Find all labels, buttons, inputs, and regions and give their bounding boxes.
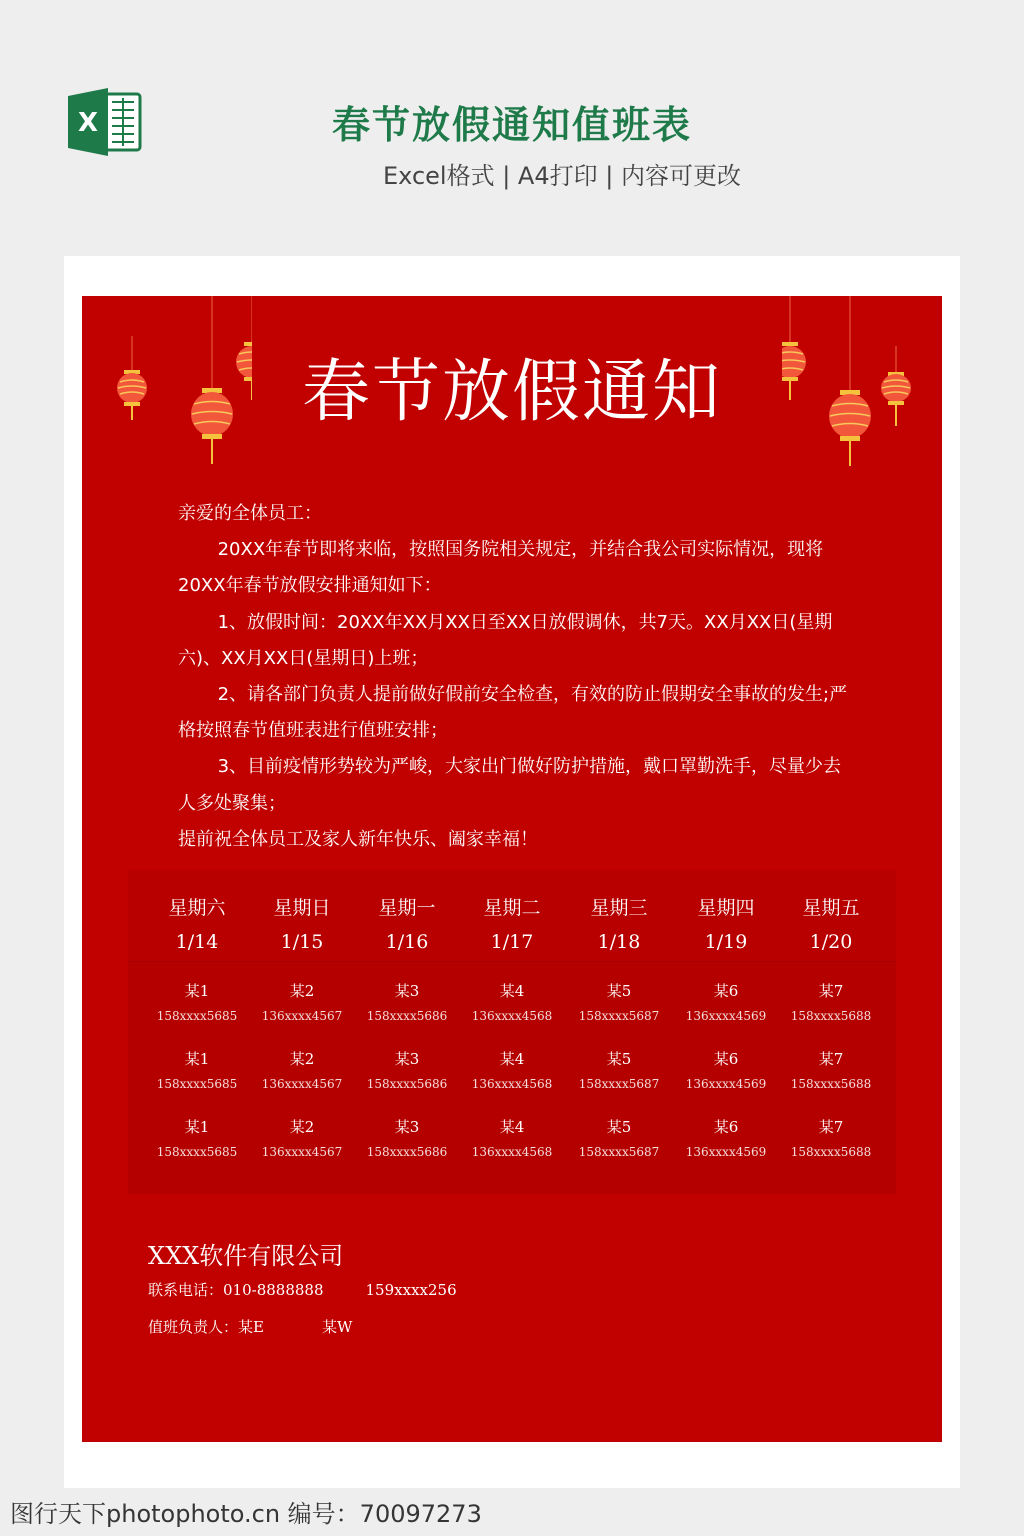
- duty-cell: [352, 982, 462, 1024]
- staff-phone: 136xxxx4569: [685, 1077, 767, 1091]
- staff-name: 某5: [606, 1050, 632, 1068]
- duty-cell: [776, 982, 886, 1024]
- contact-phone-secondary: 159xxxx256: [365, 1281, 457, 1299]
- day-column-header: [457, 870, 567, 954]
- day-name: 星期五: [802, 897, 860, 919]
- notice-poster: [82, 296, 942, 1442]
- duty-cell: [776, 1118, 886, 1160]
- duty-cell: [247, 1050, 357, 1092]
- day-column-header: [564, 870, 674, 954]
- duty-cell: [457, 1050, 567, 1092]
- day-column-header: [247, 870, 357, 954]
- staff-name: 某1: [184, 1118, 210, 1136]
- duty-cell: [671, 982, 781, 1024]
- staff-phone: 136xxxx4567: [261, 1009, 343, 1023]
- staff-phone: 158xxxx5686: [366, 1077, 448, 1091]
- greeting-wish: 提前祝全体员工及家人新年快乐、阖家幸福！: [178, 828, 538, 850]
- staff-name: 某5: [606, 1118, 632, 1136]
- staff-phone: 158xxxx5687: [578, 1145, 660, 1159]
- day-date: 1/17: [490, 931, 534, 953]
- duty-cell: [247, 1118, 357, 1160]
- day-date: 1/18: [597, 931, 641, 953]
- day-date: 1/20: [809, 931, 853, 953]
- staff-name: 某7: [818, 1050, 844, 1068]
- staff-phone: 158xxxx5687: [578, 1077, 660, 1091]
- staff-phone: 158xxxx5688: [790, 1077, 872, 1091]
- holiday-time-paragraph: 1、放假时间：20XX年XX月XX日至XX日放假调休，共7天。XX月XX日(星期六)、XX月XX日(星期日)上班；: [178, 611, 833, 669]
- duty-cell: [247, 982, 357, 1024]
- staff-phone: 136xxxx4569: [685, 1009, 767, 1023]
- duty-leader-secondary: 某W: [321, 1318, 353, 1336]
- day-name: 星期三: [590, 897, 648, 919]
- staff-phone: 158xxxx5688: [790, 1009, 872, 1023]
- staff-name: 某6: [713, 1050, 739, 1068]
- duty-leader-primary: 值班负责人：某E: [148, 1318, 264, 1336]
- staff-name: 某7: [818, 1118, 844, 1136]
- watermark: 图行天下photophoto.cn 编号：70097273: [10, 1500, 482, 1528]
- notice-title: 春节放假通知: [301, 353, 722, 432]
- page-subtitle: Excel格式 | A4打印 | 内容可更改: [383, 162, 741, 190]
- staff-name: 某4: [499, 1050, 525, 1068]
- duty-cell: [352, 1118, 462, 1160]
- day-name: 星期二: [483, 897, 541, 919]
- staff-phone: 158xxxx5686: [366, 1145, 448, 1159]
- duty-schedule-table: [128, 870, 896, 1194]
- staff-name: 某3: [394, 1118, 420, 1136]
- intro-paragraph: 20XX年春节即将来临，按照国务院相关规定，并结合我公司实际情况，现将20XX年春节放假安排通知如下：: [178, 539, 824, 597]
- notice-body: [178, 496, 858, 858]
- duty-schedule-header: [128, 870, 896, 962]
- staff-phone: 136xxxx4569: [685, 1145, 767, 1159]
- duty-cell: [457, 1118, 567, 1160]
- staff-phone: 136xxxx4567: [261, 1145, 343, 1159]
- duty-cell: [564, 1118, 674, 1160]
- staff-name: 某2: [289, 982, 315, 1000]
- duty-leaders: [148, 1316, 352, 1337]
- contact-phone-primary: 联系电话：010-8888888: [148, 1281, 324, 1299]
- day-column-header: [142, 870, 252, 954]
- day-date: 1/19: [704, 931, 748, 953]
- day-date: 1/14: [175, 931, 219, 953]
- staff-name: 某5: [606, 982, 632, 1000]
- staff-phone: 136xxxx4568: [471, 1009, 553, 1023]
- staff-name: 某3: [394, 1050, 420, 1068]
- day-date: 1/15: [280, 931, 324, 953]
- company-name: XXX软件有限公司: [148, 1242, 344, 1270]
- staff-name: 某1: [184, 1050, 210, 1068]
- duty-cell: [142, 1050, 252, 1092]
- duty-cell: [564, 982, 674, 1024]
- staff-name: 某3: [394, 982, 420, 1000]
- day-column-header: [776, 870, 886, 954]
- contact-phone: [148, 1279, 457, 1300]
- staff-phone: 158xxxx5686: [366, 1009, 448, 1023]
- staff-phone: 136xxxx4568: [471, 1077, 553, 1091]
- staff-phone: 136xxxx4567: [261, 1077, 343, 1091]
- staff-phone: 136xxxx4568: [471, 1145, 553, 1159]
- day-date: 1/16: [385, 931, 429, 953]
- epidemic-paragraph: 3、目前疫情形势较为严峻，大家出门做好防护措施，戴口罩勤洗手，尽量少去人多处聚集；: [178, 756, 842, 814]
- staff-phone: 158xxxx5685: [156, 1145, 238, 1159]
- staff-name: 某1: [184, 982, 210, 1000]
- staff-name: 某4: [499, 1118, 525, 1136]
- greeting: 亲爱的全体员工：: [178, 503, 322, 524]
- staff-name: 某6: [713, 982, 739, 1000]
- staff-name: 某2: [289, 1118, 315, 1136]
- duty-cell: [564, 1050, 674, 1092]
- excel-icon-letter: X: [77, 108, 99, 138]
- duty-cell: [671, 1050, 781, 1092]
- staff-name: 某7: [818, 982, 844, 1000]
- duty-cell: [457, 982, 567, 1024]
- day-column-header: [671, 870, 781, 954]
- safety-check-paragraph: 2、请各部门负责人提前做好假前安全检查，有效的防止假期安全事故的发生;严格按照春节值班表进行值班安排；: [178, 684, 848, 742]
- duty-cell: [352, 1050, 462, 1092]
- day-name: 星期日: [273, 897, 331, 919]
- duty-cell: [142, 982, 252, 1024]
- duty-cell: [142, 1118, 252, 1160]
- day-name: 星期一: [378, 897, 436, 919]
- duty-cell: [776, 1050, 886, 1092]
- day-name: 星期六: [168, 897, 226, 919]
- staff-name: 某4: [499, 982, 525, 1000]
- page-title: 春节放假通知值班表: [331, 103, 692, 147]
- staff-name: 某6: [713, 1118, 739, 1136]
- staff-name: 某2: [289, 1050, 315, 1068]
- duty-cell: [671, 1118, 781, 1160]
- staff-phone: 158xxxx5685: [156, 1009, 238, 1023]
- day-column-header: [352, 870, 462, 954]
- staff-phone: 158xxxx5688: [790, 1145, 872, 1159]
- staff-phone: 158xxxx5687: [578, 1009, 660, 1023]
- staff-phone: 158xxxx5685: [156, 1077, 238, 1091]
- day-name: 星期四: [697, 897, 755, 919]
